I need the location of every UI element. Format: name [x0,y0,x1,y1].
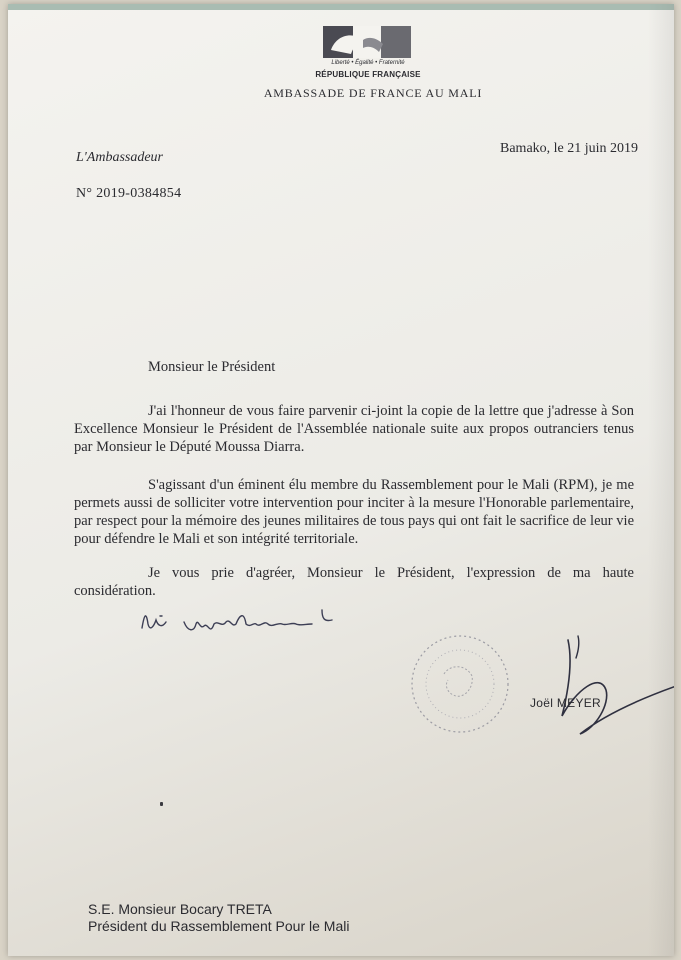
paragraph-3: Je vous prie d'agréer, Monsieur le Président, l'expression de ma haute considération. [74,565,634,599]
handwritten-note [136,602,366,642]
paragraph-1: J'ai l'honneur de vous faire parvenir ci-joint la copie de la lettre que j'adresse à Son Excellence Monsieur le Président de l'Assemblée nationale suite aux propos outranciers tenus par Monsieur le Député Moussa Diarra. [74,403,634,455]
recipient-name: S.E. Monsieur Bocary TRETA [88,901,272,917]
stamp-and-signature [400,624,674,754]
republic-label: RÉPUBLIQUE FRANÇAISE [315,70,421,79]
embassy-name: AMBASSADE DE FRANCE AU MALI [263,86,483,100]
recipient-title: Président du Rassemblement Pour le Mali [88,918,350,934]
signer-name: Joël MEYER [530,696,602,710]
paragraph-2: S'agissant d'un éminent élu membre du Rassemblement pour le Mali (RPM), je me permets aussi de solliciter votre intervention pour inciter à la mesure l'Honorable parlementaire, par respect pour la mémoire des jeunes militaires de tous pays qui ont fait le sacrifice de leur vie pour défendre le Mali et son intégrité territoriale. [74,477,634,547]
date-line: Bamako, le 21 juin 2019 [500,141,639,156]
page-shadow [648,4,674,956]
letter-page [8,4,674,956]
motto: Liberté • Égalité • Fraternité [331,60,405,66]
reference-number: N° 2019-0384854 [76,186,182,201]
sender-title: L'Ambassadeur [76,150,164,165]
ink-mark [160,802,163,806]
salutation: Monsieur le Président [148,359,276,375]
background-strip [8,4,674,10]
